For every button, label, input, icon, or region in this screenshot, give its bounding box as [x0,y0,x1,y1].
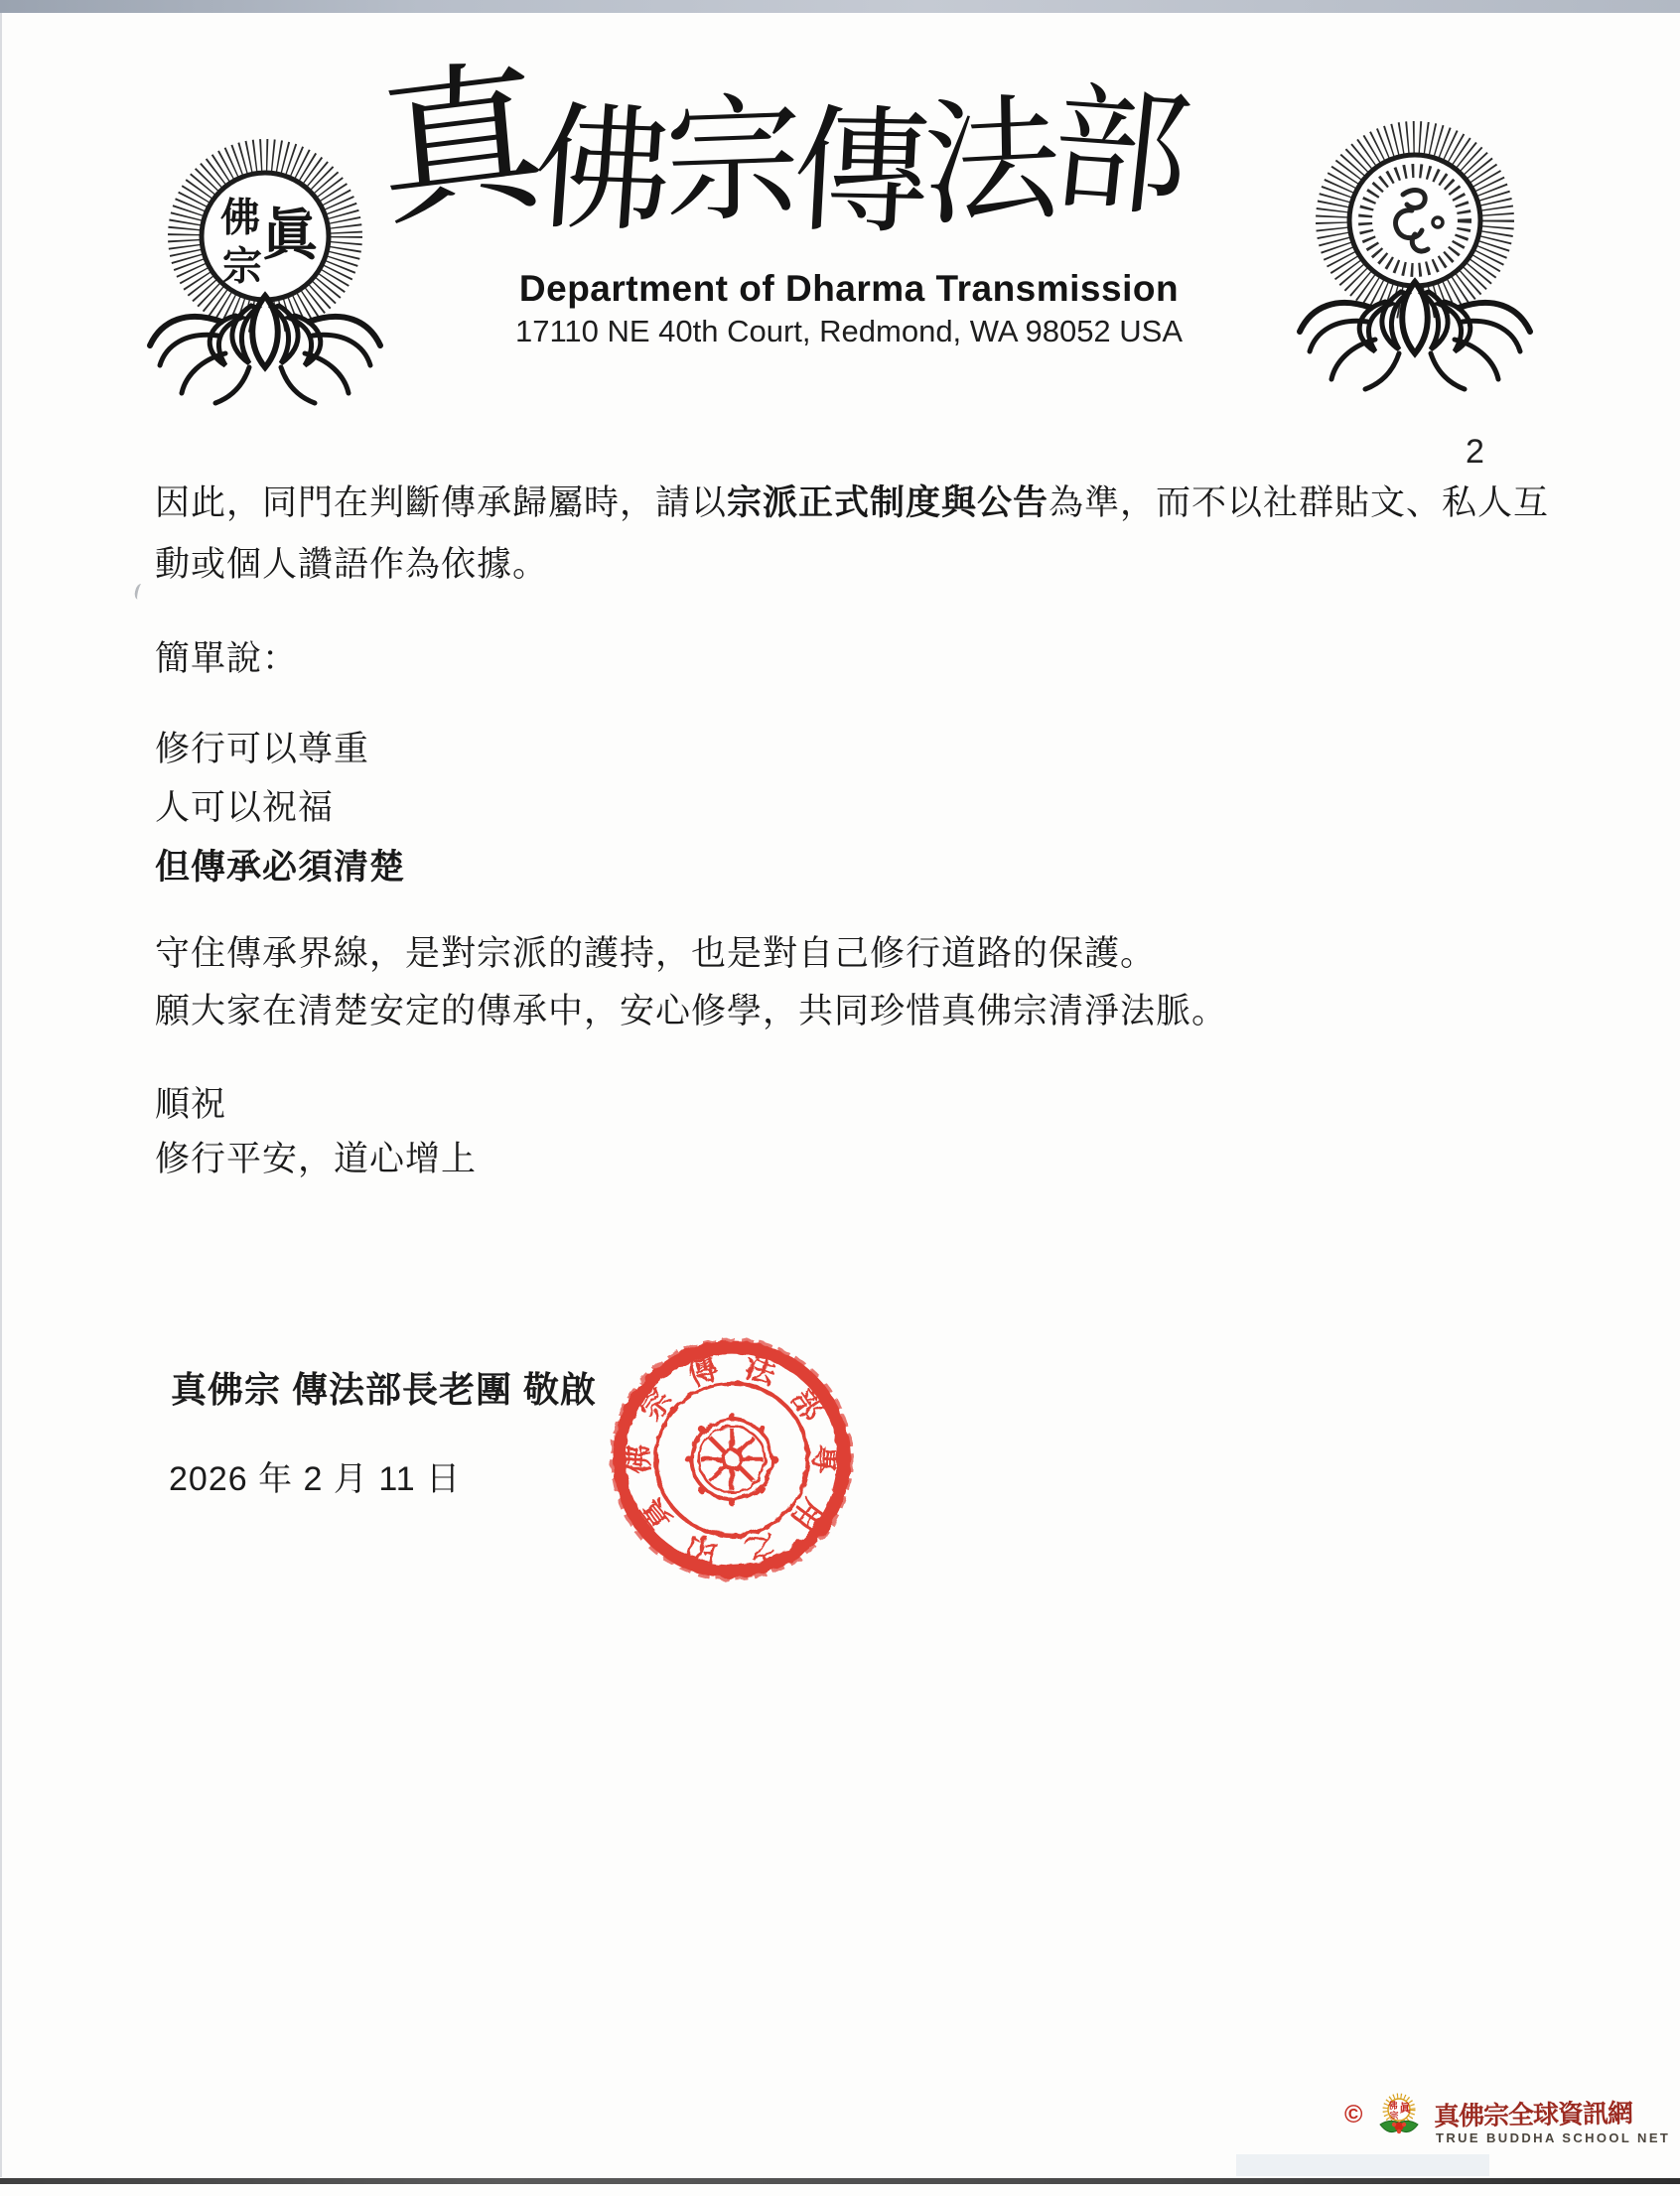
line-bless-person: 人可以祝福 [155,788,335,827]
scan-artifact [133,583,146,601]
scan-bottom-edge [0,2178,1680,2184]
flower-petal [1397,2129,1401,2133]
lotus-icon [1300,282,1530,389]
line-closing-salute: 順祝 [155,1085,227,1124]
seal-char: 法 [741,1350,780,1392]
paragraph-text: 因此，同門在判斷傳承歸屬時，請以 [155,483,728,522]
signature-date: 2026 年 2 月 11 日 [169,1460,462,1498]
department-address: 17110 NE 40th Court, Redmond, WA 98052 USA [514,314,1184,348]
paragraph-lineage-judgment [155,473,1549,596]
seal-char: 部 [784,1382,830,1428]
emblem-char-zhen: 眞 [262,206,318,267]
line-guard-lineage: 守住傳承界線，是對宗派的護持，也是對自己修行道路的保護。 [155,934,1157,973]
line-lineage-must-be-clear: 但傳承必須清楚 [155,848,406,887]
seal-char: 傳 [683,1350,723,1392]
emblem-char-fo: 佛 [220,195,260,240]
emblem-char-zong: 宗 [222,243,262,289]
calligraphy-char: 真 [370,45,552,247]
dharma-wheel-icon [685,1413,778,1506]
tbsn-logo-icon [1376,2093,1422,2142]
lotus-icon [150,296,380,403]
line-respect-practice: 修行可以尊重 [155,730,370,768]
line-wish-all: 願大家在清楚安定的傳承中，安心修學，共同珍惜真佛宗清淨法脈。 [155,992,1228,1030]
logo-char: 眞 [1399,2103,1411,2115]
true-buddha-school-emblem-left [141,125,389,408]
seal-char: 用 [784,1491,830,1537]
calligraphy-title [370,45,1197,270]
bold-policy-phrase: 宗派正式制度與公告 [727,483,1050,522]
calligraphy-char: 部 [1045,72,1197,234]
seal-char: 之 [741,1527,780,1569]
seal-char: 佛 [622,1443,656,1475]
calligraphy-char: 法 [921,83,1061,243]
logo-char: 宗 [1389,2111,1399,2121]
scan-top-band [0,0,1680,13]
line-closing-wish: 修行平安，道心增上 [155,1140,478,1178]
calligraphy-char: 宗 [664,82,802,240]
paragraph-text: 為準，而不以社群貼文、私人互 [1049,483,1550,522]
copyright-symbol: © [1344,2101,1363,2128]
scan-left-edge [0,13,2,2177]
signature-signer: 真佛宗 傳法部長老團 敬啟 [171,1369,598,1410]
seal-char: 專 [807,1443,842,1475]
seal-char: 印 [683,1527,723,1569]
scan-artifact-patch [1236,2154,1489,2176]
official-red-seal [608,1334,856,1584]
paragraph-text: 動或個人讚語作為依據。 [155,545,549,584]
line-simply-put: 簡單說： [155,639,299,678]
calligraphy-char: 佛 [529,92,677,250]
site-name-chinese: 真佛宗全球資訊網 [1433,2099,1633,2131]
calligraphy-char: 傳 [788,95,934,251]
flower-petal [1392,2123,1396,2127]
page-number: 2 [1466,433,1484,471]
flower-petal [1402,2123,1406,2127]
seal-char: 宗 [633,1382,679,1428]
department-name: Department of Dharma Transmission [518,268,1180,309]
true-buddha-school-emblem-right [1289,109,1541,395]
seal-char: 真 [633,1491,679,1537]
site-name-english: TRUE BUDDHA SCHOOL NET [1436,2130,1671,2145]
logo-char: 佛 [1388,2101,1398,2111]
